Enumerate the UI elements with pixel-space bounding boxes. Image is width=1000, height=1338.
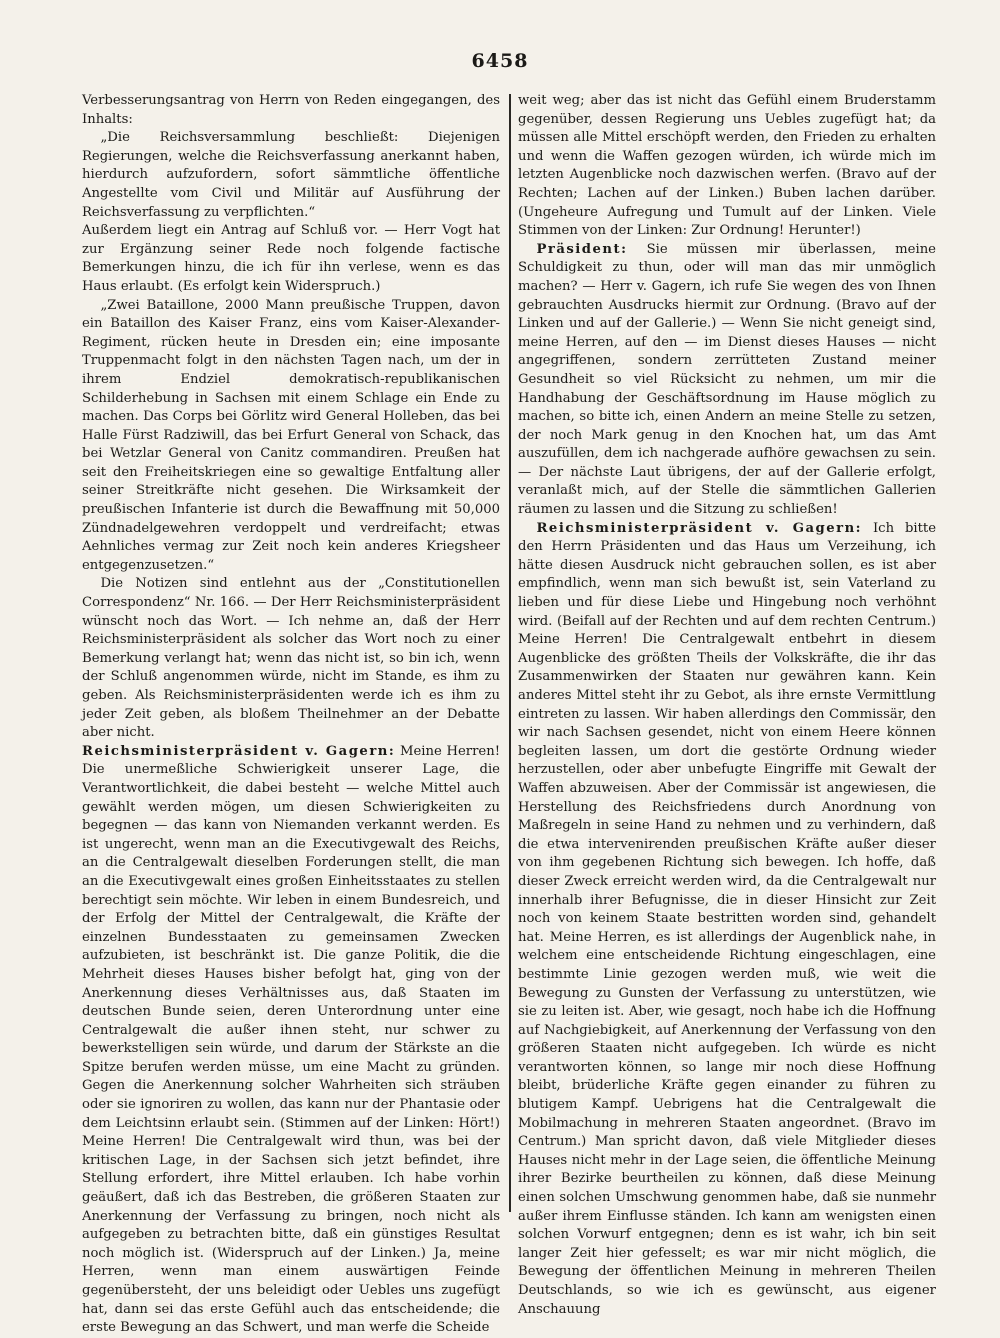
- speech-president: [518, 241, 936, 520]
- column-divider: [509, 94, 511, 1212]
- speech-text: Sie müssen mir überlassen, meine Schuldigkeit zu thun, oder will man das mir unmöglich machen? — Herr v. Gagern, ich rufe Sie wegen des von Ihnen gebrauchten Ausdrucks hiermit zur Ordnung. (Bravo auf der Linken und auf der Gallerie.) — Wenn Sie nicht geneigt sind, meine Herren, auf den — im Dienst dieses Hauses — nicht angegriffenen, sondern zerrütteten Zustand meiner Gesundheit so viel Rücksicht zu nehmen, um mir die Handhabung der Geschäftsordnung im Hause möglich zu machen, so bitte ich, einen Andern an meine Stelle zu setzen, der noch Mark genug in den Knochen hat, um das Amt auszufüllen, dem ich nachgerade aufhöre gewachsen zu sein. — Der nächste Laut übrigens, der auf der Gallerie erfolgt, veranlaßt mich, auf der Stelle die sämmtlichen Gallerien räumen zu lassen und die Sitzung zu schließen!: [518, 241, 936, 518]
- speech-gagern: [518, 520, 936, 1320]
- paragraph: Verbesserungsantrag von Herrn von Reden eingegangen, des Inhalts:: [82, 93, 500, 127]
- speaker-name: Reichsministerpräsident v. Gagern:: [82, 743, 396, 759]
- right-column: [518, 92, 937, 1317]
- speech-text: Meine Herren! Die unermeßliche Schwierigkeit unserer Lage, die Verantwortlichkeit, die dabei besteht — welche Mittel auch gewählt werden mögen, um diesen Schwierigkeiten zu begegnen — das kann von Niemanden verkannt werden. Es ist ungerecht, wenn man an die Executivgewalt des Reichs, an die Centralgewalt dieselben Forderungen stellt, die man an die Executivgewalt eines großen Einheitsstaates zu stellen berechtigt sein möchte. Wir leben in einem Bundesreich, und der Erfolg der Mittel der Centralgewalt, die Kräfte der einzelnen Bundesstaaten zu gemeinsamen Zwecken aufzubieten, ist beschränkt ist. Die ganze Politik, die die Mehrheit dieses Hauses bisher befolgt hat, ging von der Anerkennung dieses Verhältnisses aus, daß Staaten im deutschen Bunde seien, deren Unterordnung unter eine Centralgewalt die außer ihnen steht, nur schwer zu bewerkstelligen sein würde, und darum der Stärkste an die Spitze berufen werden müsse, um eine Macht zu gründen. Gegen die Anerkennung solcher Wahrheiten sich sträuben oder sie ignoriren zu wollen, das kann nur der Phantasie oder dem Leichtsinn erlaubt sein. (Stimmen auf der Linken: Hört!) Meine Herren! Die Centralgewalt wird thun, was bei der kritischen Lage, in der Sachsen sich jetzt befindet, ihre Stellung erfordert, ihre Mittel erlauben. Ich habe vorhin geäußert, daß ich das Bestreben, die größeren Staaten zur Anerkennung der Verfassung zu bringen, noch nicht als aufgegeben zu betrachten bitte, daß ein günstiges Resultat noch möglich ist. (Widerspruch auf der Linken.) Ja, meine Herren, wenn man einem auswärtigen Feinde gegenübersteht, der uns beleidigt oder Uebles uns zugefügt hat, dann sei das erste Gefühl auch das entscheidende; die erste Bewegung an das Schwert, und man werfe die Scheide: [82, 743, 500, 1336]
- speaker-name: Präsident:: [536, 241, 628, 257]
- left-column: [82, 92, 500, 1336]
- speech-gagern: [82, 743, 500, 1338]
- paragraph: weit weg; aber das ist nicht das Gefühl einem Bruderstamm gegenüber, dessen Regierung uns Uebles zugefügt hat; da müssen alle Mittel erschöpft werden, den Frieden zu erhalten und wenn die Waffen gezogen würden, ich würde mich im letzten Augenblicke noch dazwischen werfen. (Bravo auf der Rechten; Lachen auf der Linken.) Buben lachen darüber. (Ungeheure Aufregung und Tumult auf der Linken. Viele Stimmen von der Linken: Zur Ordnung! Herunter!): [518, 93, 936, 239]
- speech-text: Ich bitte den Herrn Präsidenten und das Haus um Verzeihung, ich hätte diesen Ausdruck nicht gebrauchen sollen, es ist aber empfindlich, wenn man sich bewußt ist, sein Vaterland zu lieben und für diese Liebe und Hingebung noch verhöhnt wird. (Beifall auf der Rechten und auf dem rechten Centrum.) Meine Herren! Die Centralgewalt entbehrt in diesem Augenblicke des größten Theils der Volkskräfte, die ihr das Zusammenwirken der Staaten nur gewähren kann. Kein anderes Mittel steht ihr zu Gebot, als ihre ernste Vermittlung eintreten zu lassen. Wir haben allerdings den Commissär, den wir nach Sachsen gesendet, nicht von einem Heere können begleiten lassen, um dort die gestörte Ordnung wieder herzustellen, oder aber unbefugte Eingriffe mit Gewalt der Waffen abzuweisen. Aber der Commissär ist angewiesen, die Herstellung des Reichsfriedens durch Anordnung von Maßregeln in seine Hand zu nehmen und zu verhindern, daß die etwa intervenirenden preußischen Kräfte außer dieser von ihm gegebenen Richtung sich bewegen. Ich hoffe, daß dieser Zweck erreicht werden wird, da die Centralgewalt nur innerhalb ihrer Befugnisse, die in dieser Hinsicht zur Zeit noch von keinem Staate bestritten worden sind, gehandelt hat. Meine Herren, es ist allerdings der Augenblick nahe, in welchem eine entscheidende Richtung eingeschlagen, eine bestimmte Linie gezogen werden muß, wie weit die Bewegung zu Gunsten der Verfassung zu unterstützen, wie sie zu leiten ist. Aber, wie gesagt, noch habe ich die Hoffnung auf Nachgiebigkeit, auf Anerkennung der Verfassung von den größeren Staaten nicht aufgegeben. Ich würde es nicht verantworten können, so lange mir noch diese Hoffnung bleibt, brüderliche Kräfte gegen einander zu führen zu blutigem Kampf. Uebrigens hat die Centralgewalt die Mobilmachung in mehreren Staaten angeordnet. (Bravo im Centrum.) Man spricht davon, daß viele Mitglieder dieses Hauses nicht mehr in der Lage seien, die öffentliche Meinung ihrer Bezirke beurtheilen zu können, daß diese Meinung einen solchen Umschwung genommen habe, daß sie nunmehr außer ihrem Einflusse ständen. Ich kann am wenigsten einen solchen Vorwurf entgegnen; denn es ist wahr, ich bin seit langer Zeit hier gefesselt; es war mir nicht möglich, die Bewegung der öffentlichen Meinung in mehreren Theilen Deutschlands, so wie ich es gewünscht, aus eigener Anschauung: [518, 520, 937, 1317]
- page-number: 6458: [471, 50, 529, 72]
- quoted-report: „Zwei Bataillone, 2000 Mann preußische Truppen, davon ein Bataillon des Kaiser Franz, eins vom Kaiser-Alexander-Regiment, rücken heute in Dresden ein; eine imposante Truppenmacht folgt in den nächsten Tagen nach, um der in ihrem Endziel demokratisch-republikanischen Schilderhebung in Sachsen mit einem Schlage ein Ende zu machen. Das Corps bei Görlitz wird General Holleben, das bei Halle Fürst Radziwill, das bei Erfurt General von Schack, das bei Wetzlar General von Canitz commandiren. Preußen hat seit den Freiheitskriegen eine so gewaltige Entfaltung aller seiner Streitkräfte nicht gesehen. Die Wirksamkeit der preußischen Infanterie ist durch die Bewaffnung mit 50,000 Zündnadelgewehren verdoppelt und verdreifacht; etwas Aehnliches vermag zur Zeit noch kein anderes Kriegsheer entgegenzusetzen.“: [82, 297, 500, 573]
- paragraph: Außerdem liegt ein Antrag auf Schluß vor. — Herr Vogt hat zur Ergänzung seiner Rede noch folgende factische Bemerkungen hinzu, die ich für ihn verlese, wenn es das Haus erlaubt. (Es erfolgt kein Widerspruch.): [82, 223, 500, 294]
- speaker-name: Reichsministerpräsident v. Gagern:: [536, 520, 863, 536]
- quoted-motion: „Die Reichsversammlung beschließt: Diejenigen Regierungen, welche die Reichsverfassung anerkannt haben, hierdurch aufzufordern, sofort sämmtliche öffentliche Angestellte vom Civil und Militär auf Ausführung der Reichsverfassung zu verpflichten.“: [82, 130, 500, 220]
- paragraph: Die Notizen sind entlehnt aus der „Constitutionellen Correspondenz“ Nr. 166. — Der Herr Reichsministerpräsident wünscht noch das Wort. — Ich nehme an, daß der Herr Reichsministerpräsident als solcher das Wort noch zu einer Bemerkung verlangt hat; wenn das nicht ist, so bin ich, wenn der Schluß angenommen würde, nicht im Stande, es ihm zu geben. Als Reichsministerpräsidenten werde ich es ihm zu jeder Zeit geben, als bloßem Theilnehmer an der Debatte aber nicht.: [82, 576, 500, 741]
